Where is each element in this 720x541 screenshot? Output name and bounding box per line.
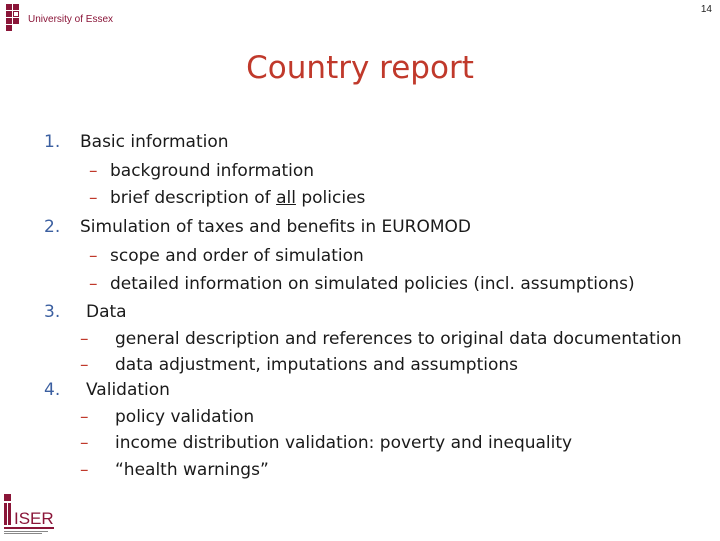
sub-item: detailed information on simulated policies (incl. assumptions) (110, 274, 635, 294)
sub-item: general description and references to original data documentation (115, 329, 682, 349)
dash-marker: – (80, 407, 89, 427)
sub-item-text: brief description of (110, 188, 277, 208)
sub-item-text: policies (295, 188, 366, 208)
dash-marker: – (89, 161, 98, 181)
logo-text: University of Essex (28, 14, 114, 25)
page-number: 14 (700, 4, 712, 15)
sub-item: scope and order of simulation (110, 246, 364, 266)
sub-item: “health warnings” (115, 460, 269, 480)
sub-item (110, 188, 365, 208)
underlined-word: all (276, 188, 296, 208)
list-number: 4. (44, 380, 61, 400)
university-logo (6, 4, 114, 38)
sub-item: policy validation (115, 407, 255, 427)
iser-text: ISER (14, 509, 54, 528)
dash-marker: – (80, 355, 89, 375)
dash-marker: – (80, 460, 89, 480)
dash-marker: – (89, 274, 98, 294)
sub-item: income distribution validation: poverty and inequality (115, 433, 573, 453)
sub-item: data adjustment, imputations and assumptions (115, 355, 519, 375)
list-number: 2. (44, 217, 61, 237)
dash-marker: – (80, 433, 89, 453)
list-number: 1. (44, 132, 61, 152)
list-item-label: Data (86, 302, 127, 322)
dash-marker: – (89, 246, 98, 266)
logo-mark-icon (6, 4, 26, 34)
dash-marker: – (89, 188, 98, 208)
sub-item: background information (110, 161, 315, 181)
list-item-label: Basic information (80, 132, 229, 152)
list-item-label: Validation (86, 380, 170, 400)
slide-title: Country report (246, 50, 474, 86)
dash-marker: – (80, 329, 89, 349)
iser-logo (2, 494, 58, 536)
list-item-label: Simulation of taxes and benefits in EUROMOD (80, 217, 472, 237)
iser-logo-icon (2, 494, 58, 536)
list-number: 3. (44, 302, 61, 322)
